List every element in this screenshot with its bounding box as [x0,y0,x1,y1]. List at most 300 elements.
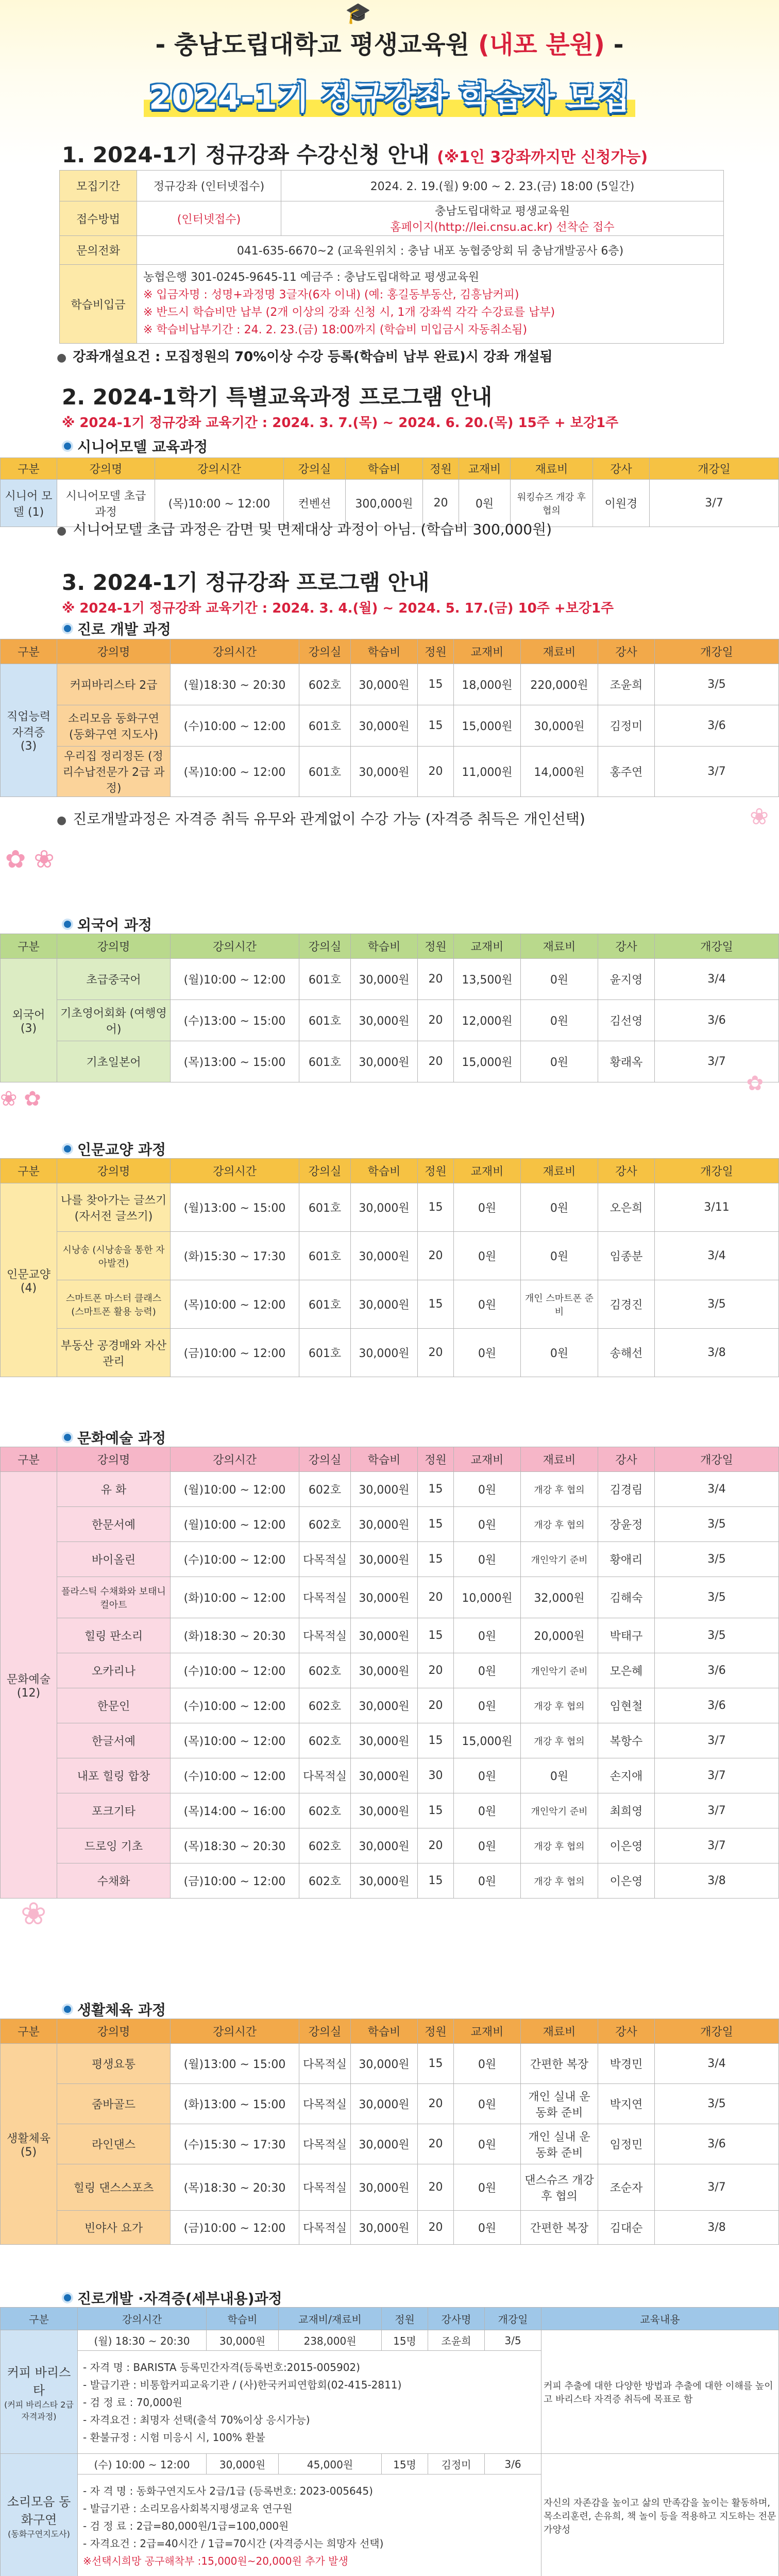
cell: 30,000원 [351,1232,418,1280]
cell: 3/4 [655,1472,779,1507]
cell: 3/6 [485,2454,541,2475]
header-subtitle: - 충남도립대학교 평생교육원 (내포 분원) - [155,30,624,59]
cell-line: ※ 학습비납부기간 : 24. 2. 23.(금) 18:00까지 (학습비 미입금시 자동취소됨) [143,324,528,336]
cell: 김정미 [428,2454,485,2475]
col-header: 강의실 [284,458,346,480]
cell: 0원 [454,1232,521,1280]
detail-line: - 검 정 료 : 2급=80,000원/1급=100,000원 [83,2519,289,2532]
cell: 601호 [299,1041,351,1082]
cell: 조윤희 [428,2330,485,2351]
bullet-icon [62,2292,73,2303]
cell: 개강 후 협의 [521,1828,598,1863]
group-cell: 문화예술 (12) [1,1472,57,1899]
cell: 한문서예 [57,1507,171,1542]
col-header: 교재비 [454,1447,521,1472]
cell: (금)10:00 ~ 12:00 [171,2211,299,2245]
detail-line: - 자격 명 : BARISTA 등록민간자격(등록번호:2015-005902) [83,2361,360,2374]
col-header: 재료비 [521,934,598,959]
row-label: 문의전화 [60,236,137,265]
cell: 30,000원 [351,1507,418,1542]
cell: 15,000원 [454,705,521,747]
cell: 댄스슈즈 개강 후 협의 [521,2164,598,2211]
cell: 스마트폰 마스터 클래스 (스마트폰 활용 능력) [57,1280,171,1329]
col-header: 교육내용 [541,2308,779,2330]
cell: (월)10:00 ~ 12:00 [171,1472,299,1507]
cell: 0원 [521,1758,598,1793]
cell: 박지연 [598,2084,655,2124]
cell: 플라스틱 수채화와 보태니컬아트 [57,1577,171,1618]
cell: 힐링 판소리 [57,1618,171,1653]
cell: 0원 [521,1183,598,1232]
cell: (금)10:00 ~ 12:00 [171,1863,299,1899]
sports-subtitle: 생활체육 과정 [62,1999,166,2020]
col-header: 학습비 [346,458,423,480]
cell: 3/7 [655,1793,779,1828]
col-header: 재료비 [511,458,593,480]
cell: 박태구 [598,1618,655,1653]
cell: 15 [418,2044,454,2084]
cell: 줌바골드 [57,2084,171,2124]
cell: 30,000원 [207,2454,279,2475]
col-header: 구분 [1,1159,57,1183]
sports-table [0,2019,779,2245]
cell: 601호 [299,1000,351,1041]
cell: 손지애 [598,1758,655,1793]
cell: 30,000원 [351,664,418,705]
cell: 20 [418,1577,454,1618]
section-2-title: 2. 2024-1학기 특별교육과정 프로그램 안내 [62,384,493,410]
col-header: 강의시간 [171,934,299,959]
cell: 15 [418,1507,454,1542]
cell: 15 [418,1863,454,1899]
cell: 15 [418,1183,454,1232]
col-header: 학습비 [351,639,418,664]
cell: 601호 [299,1183,351,1232]
cell: 장윤정 [598,1507,655,1542]
col-header: 구분 [1,2019,57,2044]
detail-line: ※선택시희망 공구해착부 :15,000원~20,000원 추가 발생 [83,2554,348,2567]
group-cell: 생활체육 (5) [1,2044,57,2245]
cell: 0원 [454,1793,521,1828]
homepage-link[interactable]: 홈페이지(http://lei.cnsu.ac.kr) 선착순 접수 [390,221,615,234]
cell: 한문인 [57,1688,171,1723]
flower-icon: ✿ [746,1072,764,1095]
cell: 박경민 [598,2044,655,2084]
col-header: 강의명 [57,639,171,664]
cell: 15,000원 [454,1723,521,1758]
cell: 30,000원 [351,705,418,747]
table-row [1,1863,779,1899]
cell: 30,000원 [351,1542,418,1577]
col-header: 개강일 [655,1447,779,1472]
cell: 0원 [454,1758,521,1793]
cell: 20 [418,959,454,1000]
table-row [1,1793,779,1828]
cell: 시낭송 (시낭송을 통한 자아발견) [57,1232,171,1280]
cell: 601호 [299,1329,351,1377]
cell: 컨벤션 [284,480,346,527]
col-header: 강의시간 [171,2019,299,2044]
row-label: 모집기간 [60,171,137,201]
cell: 3/7 [655,1723,779,1758]
cell: 15 [418,1542,454,1577]
col-header: 강사 [598,639,655,664]
table-row [1,2124,779,2164]
cell: 20 [418,1041,454,1082]
col-header: 강의시간 [78,2308,207,2330]
row-label: 접수방법 [60,201,137,236]
cell: 시니어 모델 (1) [1,480,57,527]
cell: 3/7 [655,1758,779,1793]
table-row [1,2330,779,2351]
cell: 0원 [454,1329,521,1377]
bullet-icon [62,1432,73,1443]
col-header: 학습비 [351,2019,418,2044]
cell: 개인악기 준비 [521,1793,598,1828]
cell: 30,000원 [351,747,418,797]
cell: (수)10:00 ~ 12:00 [171,1542,299,1577]
cell: 18,000원 [454,664,521,705]
cell: 3/5 [655,2084,779,2124]
col-header: 교재비 [454,1159,521,1183]
cell: 김경진 [598,1280,655,1329]
cell: 바이올린 [57,1542,171,1577]
col-header: 강의명 [57,458,155,480]
cell: 개강 후 협의 [521,1688,598,1723]
senior-model-note: ● 시니어모델 초급 과정은 감면 및 면제대상 과정이 아님. (학습비 300,000원) [57,518,552,539]
cell: 다목적실 [299,2211,351,2245]
cell: 20 [418,1653,454,1688]
cell: 30,000원 [351,2044,418,2084]
cell: 0원 [454,1863,521,1899]
cell: 601호 [299,747,351,797]
cell: 다목적실 [299,2044,351,2084]
col-header: 재료비 [521,639,598,664]
col-header: 구분 [1,639,57,664]
col-header: 강의실 [299,1159,351,1183]
career-table [0,639,779,797]
cell: 15,000원 [454,1041,521,1082]
col-header: 강의명 [57,1447,171,1472]
section-3-period: ※ 2024-1기 정규강좌 교육기간 : 2024. 3. 4.(월) ~ 2024. 5. 17.(금) 10주 +보강1주 [62,601,614,616]
cell: 20 [418,1232,454,1280]
cell: (수)15:30 ~ 17:30 [171,2124,299,2164]
cell: 3/5 [655,1618,779,1653]
cell: 수채화 [57,1863,171,1899]
section-1-title: 1. 2024-1기 정규강좌 수강신청 안내 (※1인 3강좌까지만 신청가능) [62,142,648,167]
cell-line: ※ 입금자명 : 성명+과정명 3글자(6자 이내) (예: 홍길동부동산, 김흥남커피) [143,289,519,301]
col-header: 강의시간 [171,639,299,664]
cell: 빈야사 요가 [57,2211,171,2245]
cell: (화)13:00 ~ 15:00 [171,2084,299,2124]
bullet-icon [62,919,73,930]
table-row [1,2211,779,2245]
col-header: 정원 [418,2019,454,2044]
cell: 0원 [454,2084,521,2124]
cell: 포크기타 [57,1793,171,1828]
course-sub: (동화구연지도사) [8,2529,70,2539]
col-header: 강의실 [299,934,351,959]
table-row [1,1688,779,1723]
table-row [1,2084,779,2124]
cell: 602호 [299,1472,351,1507]
cell: 이은영 [598,1828,655,1863]
cell: 0원 [521,1329,598,1377]
cell: 0원 [454,2044,521,2084]
detail-cell [78,2351,541,2454]
career-detail-subtitle: 진로개발 ·자격증(세부내용)과정 [62,2287,282,2308]
table-row [1,747,779,797]
flower-icon: ❀ [750,804,769,830]
col-header: 정원 [418,1447,454,1472]
cell: 30,000원 [351,1723,418,1758]
cell: 모은혜 [598,1653,655,1688]
cell: 0원 [454,1828,521,1863]
cell: 300,000원 [346,480,423,527]
cell: 15명 [382,2454,428,2475]
group-cell: 인문교양 (4) [1,1183,57,1377]
cell: 다목적실 [299,2084,351,2124]
cell: (목)10:00 ~ 12:00 [171,1280,299,1329]
cell: 0원 [454,1618,521,1653]
cell: 김정미 [598,705,655,747]
cell: 3/5 [655,1280,779,1329]
col-header: 재료비 [521,2019,598,2044]
cell: 602호 [299,1507,351,1542]
cell: 드로잉 기초 [57,1828,171,1863]
col-header: 학습비 [351,934,418,959]
col-header: 교재비 [454,934,521,959]
cell: 개인 실내 운동화 준비 [521,2084,598,2124]
cell: 601호 [299,959,351,1000]
cell: 부동산 공경매와 자산관리 [57,1329,171,1377]
cell: 0원 [454,1688,521,1723]
course-sub: (커피 바리스타 2급 자격과정) [4,2399,74,2421]
header [0,0,779,129]
cell: 30,000원 [351,1041,418,1082]
foreign-lang-subtitle: 외국어 과정 [62,914,152,935]
cell: 13,500원 [454,959,521,1000]
col-header: 정원 [382,2308,428,2330]
senior-model-table [0,457,779,527]
table-row [1,2164,779,2211]
table-row [1,1542,779,1577]
col-header: 강의명 [57,934,171,959]
cell: (목)10:00 ~ 12:00 [155,480,284,527]
cell: 다목적실 [299,1542,351,1577]
cell: 20 [418,747,454,797]
section-3-title: 3. 2024-1기 정규강좌 프로그램 안내 [62,570,430,595]
cell: 30,000원 [351,1618,418,1653]
cell: 15 [418,1723,454,1758]
cell: 김선영 [598,1000,655,1041]
cell: (수)10:00 ~ 12:00 [171,705,299,747]
course-name: 커피 바리스타 [7,2365,71,2398]
cell: 유 화 [57,1472,171,1507]
cell: 30,000원 [351,1329,418,1377]
cell: 3/5 [655,664,779,705]
cell: 황래옥 [598,1041,655,1082]
flower-icon: ❀ [21,1896,47,1932]
cell: 10,000원 [454,1577,521,1618]
detail-line: - 검 정 료 : 70,000원 [83,2396,183,2409]
table-row [1,1329,779,1377]
cell: 0원 [454,2164,521,2211]
cell: 15 [418,1618,454,1653]
cell: 3/7 [655,2164,779,2211]
detail-line: - 자 격 명 : 동화구연지도사 2급/1급 (등록번호: 2023-005645) [83,2484,373,2497]
cell: 20 [418,1000,454,1041]
col-header: 개강일 [655,639,779,664]
table-row [1,959,779,1000]
cell: 임종분 [598,1232,655,1280]
cell: 3/7 [655,1828,779,1863]
cell: 나를 찾아가는 글쓰기 (자서전 글쓰기) [57,1183,171,1232]
cell: 15명 [382,2330,428,2351]
main-title: 2024-1기 정규강좌 학습자 모집 [0,71,779,118]
cell: 0원 [454,2124,521,2164]
cell: 3/7 [650,480,779,527]
cell: (목)14:00 ~ 16:00 [171,1793,299,1828]
cell: 조순자 [598,2164,655,2211]
table-row [1,1653,779,1688]
cell: 602호 [299,1688,351,1723]
cell: 3/6 [655,1688,779,1723]
cell: 3/4 [655,2044,779,2084]
cell: 김경림 [598,1472,655,1507]
cell: (월)13:00 ~ 15:00 [171,1183,299,1232]
cell: 2024. 2. 19.(월) 9:00 ~ 2. 23.(금) 18:00 (5일간) [281,171,724,201]
content-cell: 자신의 자존감을 높이고 삶의 만족감을 높이는 활동하며, 목소리훈련, 손유희, 책 놀이 등을 적용하고 지도하는 전문가양성 [541,2454,779,2576]
cell: 30,000원 [351,2164,418,2211]
cell: 20 [418,2164,454,2211]
cell: 30,000원 [521,705,598,747]
cell: 15 [418,1472,454,1507]
col-header: 강사 [593,458,650,480]
table-row [1,1758,779,1793]
course-name-cell [1,2330,78,2454]
table-row [1,1507,779,1542]
group-cell: 외국어 (3) [1,959,57,1082]
cell: 조윤희 [598,664,655,705]
col-header: 교재비 [459,458,511,480]
cell: 30,000원 [351,2084,418,2124]
cell: 0원 [454,1507,521,1542]
cell: 0원 [454,1542,521,1577]
cell: 0원 [454,1280,521,1329]
cell: 30,000원 [351,1000,418,1041]
cell: 3/8 [655,1329,779,1377]
table-row [1,2454,779,2475]
table-row [1,1618,779,1653]
bullet-icon [62,1143,73,1155]
col-header: 교재비 [454,2019,521,2044]
col-header: 강의명 [57,1159,171,1183]
humanities-subtitle: 인문교양 과정 [62,1139,166,1159]
course-open-note: ● 강좌개설요건 : 모집정원의 70%이상 수강 등록(학습비 납부 완료)시 강좌 개설됨 [57,346,553,365]
cell: 0원 [454,1472,521,1507]
cell: 15 [418,1793,454,1828]
col-header: 강사 [598,1159,655,1183]
table-row [1,1280,779,1329]
arts-table [0,1447,779,1899]
cell: (화)15:30 ~ 17:30 [171,1232,299,1280]
col-header: 구분 [1,2308,78,2330]
cell: 30,000원 [351,1758,418,1793]
cell: 간편한 복장 [521,2044,598,2084]
cell: 30,000원 [351,2124,418,2164]
cell: 임현철 [598,1688,655,1723]
cell: 개인 실내 운동화 준비 [521,2124,598,2164]
table-row [1,664,779,705]
cell: (월)10:00 ~ 12:00 [171,959,299,1000]
cell: 0원 [454,2211,521,2245]
cell: (수) 10:00 ~ 12:00 [78,2454,207,2475]
table-row [1,705,779,747]
col-header: 강사 [598,934,655,959]
cell: 3/6 [655,2124,779,2164]
cell: 3/7 [655,747,779,797]
payment-cell [137,265,724,344]
cell: (수)10:00 ~ 12:00 [171,1758,299,1793]
col-header: 정원 [418,1159,454,1183]
table-row [1,1828,779,1863]
row-label: 학습비입금 [60,265,137,344]
cell: 0원 [454,1183,521,1232]
cell: (월)13:00 ~ 15:00 [171,2044,299,2084]
career-detail-table [0,2307,779,2576]
cell: 20 [418,1828,454,1863]
cell: 30,000원 [351,1653,418,1688]
cell: 30,000원 [351,1863,418,1899]
cell: 602호 [299,1653,351,1688]
table-row [1,2044,779,2084]
cell: 개강 후 협의 [521,1723,598,1758]
cell: 602호 [299,1723,351,1758]
cell: 라인댄스 [57,2124,171,2164]
cell: (목)18:30 ~ 20:30 [171,1828,299,1863]
cell: 30,000원 [351,1280,418,1329]
cell: (월)18:30 ~ 20:30 [171,664,299,705]
cell: 3/7 [655,1041,779,1082]
cell: 초급중국어 [57,959,171,1000]
table-row [1,1000,779,1041]
col-header: 강의시간 [171,1447,299,1472]
cell: 황애리 [598,1542,655,1577]
col-header: 강의실 [299,639,351,664]
cell: 개강 후 협의 [521,1507,598,1542]
foreign-lang-table [0,934,779,1082]
cell: 0원 [521,959,598,1000]
cell: 소리모음 동화구연 (동화구연 지도사) [57,705,171,747]
cell: (금)10:00 ~ 12:00 [171,1329,299,1377]
cell: 0원 [459,480,511,527]
cell: 평생요통 [57,2044,171,2084]
cell: 다목적실 [299,1577,351,1618]
cell: 오은희 [598,1183,655,1232]
cell: 20 [418,2124,454,2164]
cell-line: 농협은행 301-0245-9645-11 예금주 : 충남도립대학교 평생교육원 [143,271,479,284]
cell: 238,000원 [279,2330,382,2351]
cell: 602호 [299,1793,351,1828]
col-header: 강사 [598,1447,655,1472]
cell: 3/8 [655,2211,779,2245]
career-subtitle: 진로 개발 과정 [62,618,171,639]
bullet-icon [62,623,73,634]
cell: 홍주연 [598,747,655,797]
flower-icon: ✿ ❀ [5,845,55,874]
course-name: 소리모음 동화구연 [7,2495,71,2527]
